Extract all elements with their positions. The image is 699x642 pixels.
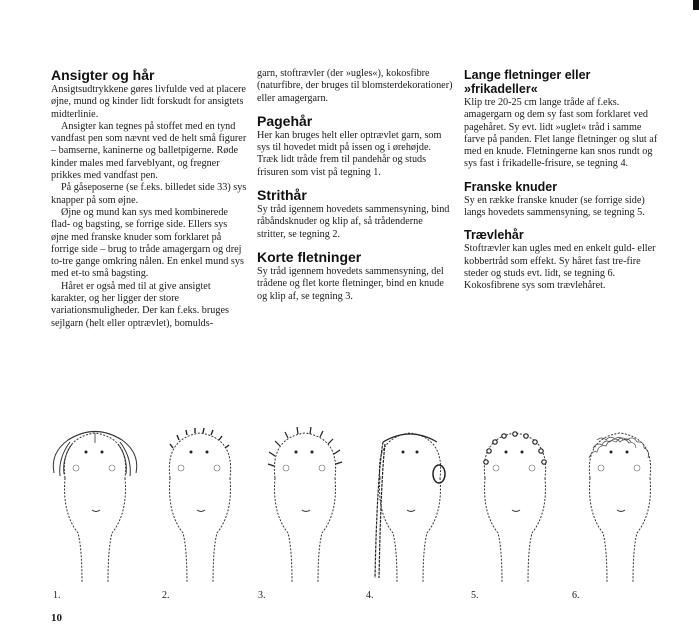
paragraph: Ansigtsudtrykkene gøres livfulde ved at placere øjne, mund og kinder lidt forskudt for ansigtets midterlinie. (51, 84, 246, 120)
figure-label-4: 4. (366, 590, 374, 601)
heading-short-braids: Korte fletninger (257, 248, 362, 265)
paragraph: Her kan bruges helt eller optrævlet garn, som sys til hovedet midt på issen og i ørehøjde. Træk lidt tråde frem til pandehår og studs frisuren som vist på tegning 1. (257, 129, 442, 178)
paragraph: Klip tre 20-25 cm lange tråde af f.eks. amagergarn og dem sy fast som forklaret ved pagehåret. Sy evt. lidt »uglet« tråd i samme farve på panden. Flet lange fletninger og slut af med en knude. Fletningerne kan snos rundt og sys fast i frikadelle-frisure, se tegning 4. (464, 97, 658, 170)
paragraph: Sy tråd igennem hovedets sammensyning, del trådene og flet korte fletninger, bind en knude og klip af, se tegning 3. (257, 265, 444, 302)
heading-thread-hair: Trævlehår (464, 228, 524, 243)
page-number: 10 (51, 612, 62, 624)
paragraph: Sy en række franske knuder (se forrige side) langs hovedets sammensyning, se tegning 5. (464, 194, 645, 219)
face-drawing-2 (145, 418, 255, 583)
heading-faces-and-hair: Ansigter og hår (51, 67, 155, 83)
heading-long-braids: Lange fletninger eller »frikadeller« (464, 68, 591, 96)
column-2 (257, 68, 453, 303)
face-drawing-3 (250, 418, 360, 583)
column-1 (51, 68, 247, 330)
heading-french-knots: Franske knuder (464, 179, 558, 194)
paragraph: garn, stoftrævler (der »ugles«), kokosfibre (naturfibre, der bruges til blomsterdekorationer) eller amagergarn. (257, 68, 453, 104)
figure-label-2: 2. (162, 590, 170, 601)
paragraph: Sy tråd igennem hovedets sammensyning, bind råbåndsknuder og klip af, så trådenderne stritter, se tegning 2. (257, 204, 450, 240)
figure-label-6: 6. (572, 590, 580, 601)
paragraph: Håret er også med til at give ansigtet karakter, og her ligger der store variationsmuligheder. Der kan f.eks. bruges sejlgarn (helt eller optrævlet), bomulds- (51, 280, 229, 329)
heading-spiky-hair: Strithår (257, 187, 307, 204)
paragraph: Øjne og mund kan sys med kombinerede flad- og bagsting, se forrige side. Ellers sys øjne med franske knuder som forklaret på forrige side – brug to tråde amagergarn og drej to-tre gange omkring nålen. En enkel mund sys med et-to små bagsting. (51, 206, 244, 280)
paragraph: Ansigter kan tegnes på stoffet med en tynd vandfast pen som nævnt ved de helt små figurer – bamserne, kaninerne og balletpigerne. Røde kinder males med farveblyant, og fregner prikkes med vandfast pen. (51, 120, 247, 182)
figure-row (40, 418, 680, 583)
face-drawing-6 (565, 418, 675, 583)
column-3 (464, 68, 664, 293)
face-drawing-4 (355, 418, 465, 583)
paragraph: På gåseposerne (se f.eks. billedet side 33) sys knapper på som øjne. (51, 182, 247, 206)
paragraph: Stoftrævler kan ugles med en enkelt guld- eller kobbertråd som effekt. Sy håret fast tre-fire steder og studs evt. lidt, se tegning 6. Kokosfibrene sys som trævlehåret. (464, 243, 656, 292)
figure-label-5: 5. (471, 590, 479, 601)
heading-pagehair: Pagehår (257, 112, 313, 129)
figure-label-3: 3. (258, 590, 266, 601)
face-drawing-5 (460, 418, 570, 583)
figure-label-1: 1. (53, 590, 61, 601)
face-drawing-1 (40, 418, 150, 583)
corner-mark (693, 0, 699, 10)
